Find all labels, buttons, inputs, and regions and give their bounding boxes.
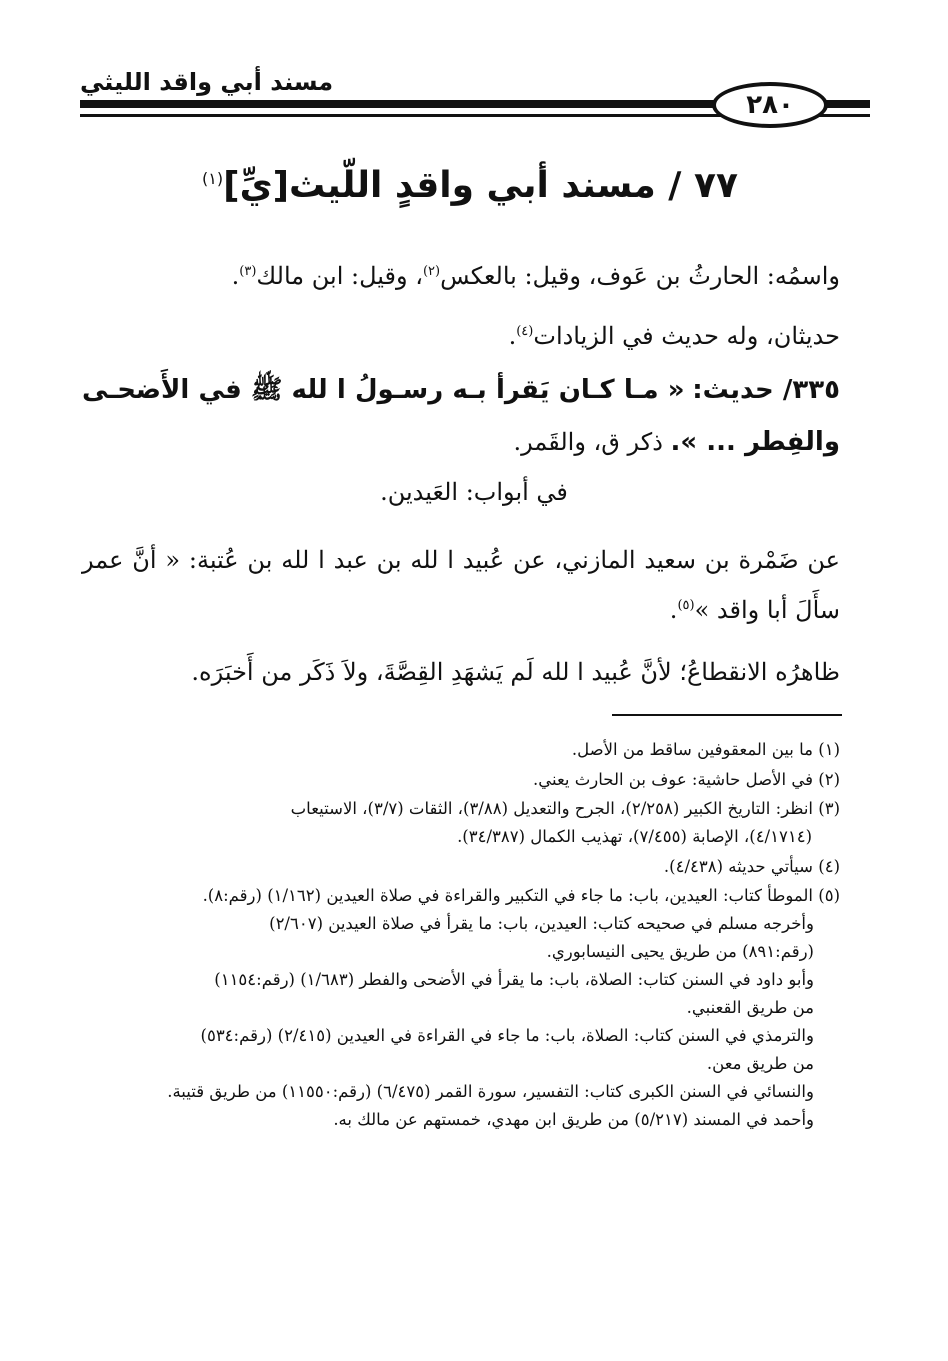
page-number-text: ٢٨٠ (746, 90, 794, 120)
footnote-line: وأحمد في المسند (٥/٢١٧) من طريق ابن مهدي، خمستهم عن مالك به. (333, 1110, 814, 1129)
hadith-label: ٣٣٥/ حديث: (692, 375, 840, 405)
footnote-4 (82, 853, 840, 881)
footnote-5 (82, 882, 840, 1134)
hadith-count-line (82, 312, 840, 356)
hadith-count-end: . (508, 322, 517, 350)
footnote-ref-3[interactable]: (٣) (239, 264, 257, 279)
name-text-end: . (231, 262, 240, 290)
footnote-ref-2[interactable]: (٢) (422, 264, 441, 279)
running-title: مسند أبي واقد الليثي (80, 68, 334, 96)
hadith-line-2 (82, 422, 840, 462)
footnote-line: وأبو داود في السنن كتاب: الصلاة، باب: ما يقرأ في الأضحى والفطر (١/٦٨٣) (رقم:١١٥٤) (214, 970, 814, 989)
hadith-text-2: والفِطر ... ». (670, 427, 840, 457)
footnote-line: والترمذي في السنن كتاب: الصلاة، باب: ما جاء في القراءة في العيدين (٢/٤١٥) (رقم:٥٣٤) (200, 1026, 814, 1045)
footnote-line: (٤) سيأتي حديثه (٤/٤٣٨). (663, 856, 840, 876)
footnote-line: من طريق القعنبي. (686, 998, 814, 1017)
footnote-line: من طريق معن. (706, 1054, 814, 1073)
chapter-title (120, 165, 820, 206)
footnote-line: (٤/١٧١٤)، الإصابة (٧/٤٥٥)، تهذيب الكمال (٣٤/٣٨٧). (457, 827, 812, 846)
footnote-line: (رقم:٨٩١) من طريق يحيى النيسابوري. (546, 942, 814, 961)
footnote-line: (٣) انظر: التاريخ الكبير (٢/٢٥٨)، الجرح والتعديل (٣/٨٨)، الثقات (٣/٧)، الاستيعاب (290, 799, 840, 818)
footnotes (82, 736, 840, 1136)
footnote-separator (612, 714, 842, 716)
commentary: ظاهرُه الانقطاعُ؛ لأنَّ عُبيد ا لله لَم يَشهَدِ القِصَّةَ، ولاَ ذَكَر من أَخبَرَه. (191, 658, 840, 686)
isnad-line-2 (82, 586, 840, 630)
footnote-line: وأخرجه مسلم في صحيحه كتاب: العيدين، باب: ما يقرأ في صلاة العيدين (٢/٦٠٧) (269, 914, 814, 933)
hadith-tail: ذكر ق، والقَمر. (513, 428, 671, 456)
name-line (82, 252, 840, 296)
footnote-line: (٥) الموطأ كتاب: العيدين، باب: ما جاء في التكبير والقراءة في صلاة العيدين (١/١٦٢) (رقم:٨). (202, 886, 840, 905)
chapter-reference: في أبواب: العَيدين. (380, 478, 568, 506)
isnad-text-2: سأَلَ أبا واقد » (694, 596, 840, 624)
footnote-2 (82, 766, 840, 794)
name-text: واسمُه: الحارثُ بن عَوف، وقيل: بالعكس (440, 262, 840, 290)
footnote-ref-4[interactable]: (٤) (516, 324, 534, 339)
footnote-1 (82, 736, 840, 764)
footnote-line: (١) ما بين المعقوفين ساقط من الأصل. (571, 740, 840, 759)
hadith-count-text: حديثان، وله حديث في الزيادات (533, 322, 840, 350)
footnote-ref-5[interactable]: (٥) (677, 598, 695, 613)
isnad-end: . (669, 596, 678, 624)
footnote-line: والنسائي في السنن الكبرى كتاب: التفسير، سورة القمر (٦/٤٧٥) (رقم:١١٥٥٠) من طريق قتيبة. (167, 1082, 814, 1101)
chapter-title-text: ٧٧ / مسند أبي واقدٍ اللّيث[يِّ] (223, 165, 738, 206)
hadith-text-1: « مـا كـان يَقرأ بـه رسـولُ ا لله ﷺ في الأَضحـى (82, 375, 685, 405)
page-number (712, 82, 828, 128)
footnote-line: (٢) في الأصل حاشية: عوف بن الحارث يعني. (533, 769, 840, 789)
name-text-mid: ، وقيل: ابن مالك (256, 262, 423, 290)
hadith-line-1 (82, 370, 840, 410)
chapter-note-ref: (١) (202, 169, 224, 188)
footnote-3 (82, 795, 840, 851)
isnad-line-1: عن ضَمْرة بن سعيد المازني، عن عُبيد ا لله بن عبد ا لله بن عُتبة: « أنَّ عمر (82, 546, 840, 574)
